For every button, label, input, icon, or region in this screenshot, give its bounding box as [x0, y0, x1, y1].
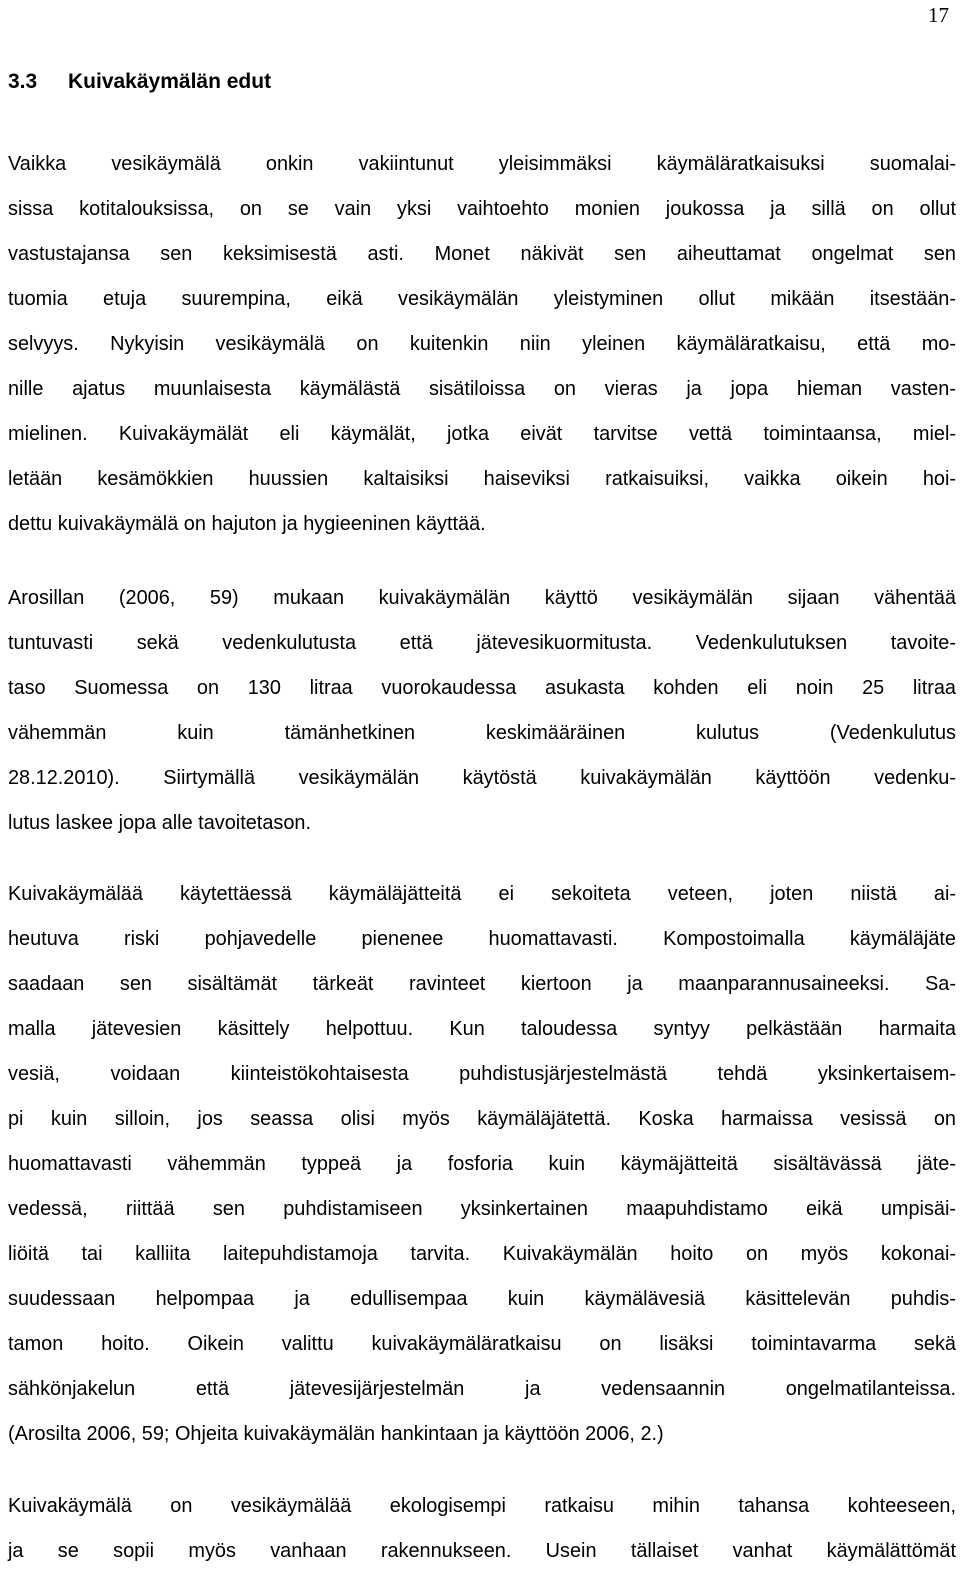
text-line: mielinen. Kuivakäymälät eli käymälät, jotka eivät tarvitse vettä toimintaansa, miel-: [8, 423, 956, 445]
paragraph-2: [8, 576, 956, 846]
text-line: tuntuvasti sekä vedenkulutusta että jätevesikuormitusta. Vedenkulutuksen tavoite-: [8, 632, 956, 654]
text-line: pi kuin silloin, jos seassa olisi myös käymäläjätettä. Koska harmaissa vesissä on: [8, 1108, 956, 1130]
text-line: vedessä, riittää sen puhdistamiseen yksinkertainen maapuhdistamo eikä umpisäi-: [8, 1198, 956, 1220]
text-line: liöitä tai kalliita laitepuhdistamoja tarvita. Kuivakäymälän hoito on myös kokonai-: [8, 1243, 956, 1265]
section-number: 3.3: [8, 70, 38, 93]
text-line: dettu kuivakäymälä on hajuton ja hygieeninen käyttää.: [8, 513, 486, 535]
text-line: Arosillan (2006, 59) mukaan kuivakäymälän käyttö vesikäymälän sijaan vähentää: [8, 587, 956, 609]
text-line: vastustajansa sen keksimisestä asti. Monet näkivät sen aiheuttamat ongelmat sen: [8, 243, 956, 265]
text-line: Vaikka vesikäymälä onkin vakiintunut yleisimmäksi käymäläratkaisuksi suomalai-: [8, 153, 956, 175]
text-line: vesiä, voidaan kiinteistökohtaisesta puhdistusjärjestelmästä tehdä yksinkertaisem-: [8, 1063, 956, 1085]
text-line: (Arosilta 2006, 59; Ohjeita kuivakäymälän hankintaan ja käyttöön 2006, 2.): [8, 1423, 664, 1445]
text-line: sähkönjakelun että jätevesijärjestelmän ja vedensaannin ongelmatilanteissa.: [8, 1378, 956, 1400]
text-line: tamon hoito. Oikein valittu kuivakäymäläratkaisu on lisäksi toimintavarma sekä: [8, 1333, 956, 1355]
text-line: saadaan sen sisältämät tärkeät ravinteet kiertoon ja maanparannusaineeksi. Sa-: [8, 973, 956, 995]
paragraph-4: [8, 1484, 956, 1574]
text-line: Kuivakäymälää käytettäessä käymäläjätteitä ei sekoiteta veteen, joten niistä ai-: [8, 883, 956, 905]
section-heading: [8, 62, 271, 102]
text-line: suudessaan helpompaa ja edullisempaa kuin käymälävesiä käsittelevän puhdis-: [8, 1288, 956, 1310]
text-line: taso Suomessa on 130 litraa vuorokaudessa asukasta kohden eli noin 25 litraa: [8, 677, 956, 699]
text-line: lutus laskee jopa alle tavoitetason.: [8, 812, 311, 834]
text-line: Kuivakäymälä on vesikäymälää ekologisempi ratkaisu mihin tahansa kohteeseen,: [8, 1495, 956, 1517]
text-line: huomattavasti vähemmän typpeä ja fosforia kuin käymäjätteitä sisältävässä jäte-: [8, 1153, 956, 1175]
text-line: letään kesämökkien huussien kaltaisiksi haiseviksi ratkaisuiksi, vaikka oikein hoi-: [8, 468, 956, 490]
paragraph-3: [8, 872, 956, 1457]
text-line: selvyys. Nykyisin vesikäymälä on kuitenkin niin yleinen käymäläratkaisu, että mo-: [8, 333, 956, 355]
text-line: heutuva riski pohjavedelle pienenee huomattavasti. Kompostoimalla käymäläjäte: [8, 928, 956, 950]
section-title: Kuivakäymälän edut: [68, 70, 272, 93]
text-line: 28.12.2010). Siirtymällä vesikäymälän käytöstä kuivakäymälän käyttöön vedenku-: [8, 767, 956, 789]
text-line: tuomia etuja suurempina, eikä vesikäymälän yleistyminen ollut mikään itsestään-: [8, 288, 956, 310]
page-number: 17: [928, 3, 949, 27]
text-line: vähemmän kuin tämänhetkinen keskimääräinen kulutus (Vedenkulutus: [8, 722, 956, 744]
text-line: nille ajatus muunlaisesta käymälästä sisätiloissa on vieras ja jopa hieman vasten-: [8, 378, 956, 400]
text-line: malla jätevesien käsittely helpottuu. Kun taloudessa syntyy pelkästään harmaita: [8, 1018, 956, 1040]
paragraph-1: [8, 142, 956, 547]
text-line: sissa kotitalouksissa, on se vain yksi vaihtoehto monien joukossa ja sillä on ollut: [8, 198, 956, 220]
text-line: ja se sopii myös vanhaan rakennukseen. Usein tällaiset vanhat käymälättömät: [8, 1540, 956, 1562]
